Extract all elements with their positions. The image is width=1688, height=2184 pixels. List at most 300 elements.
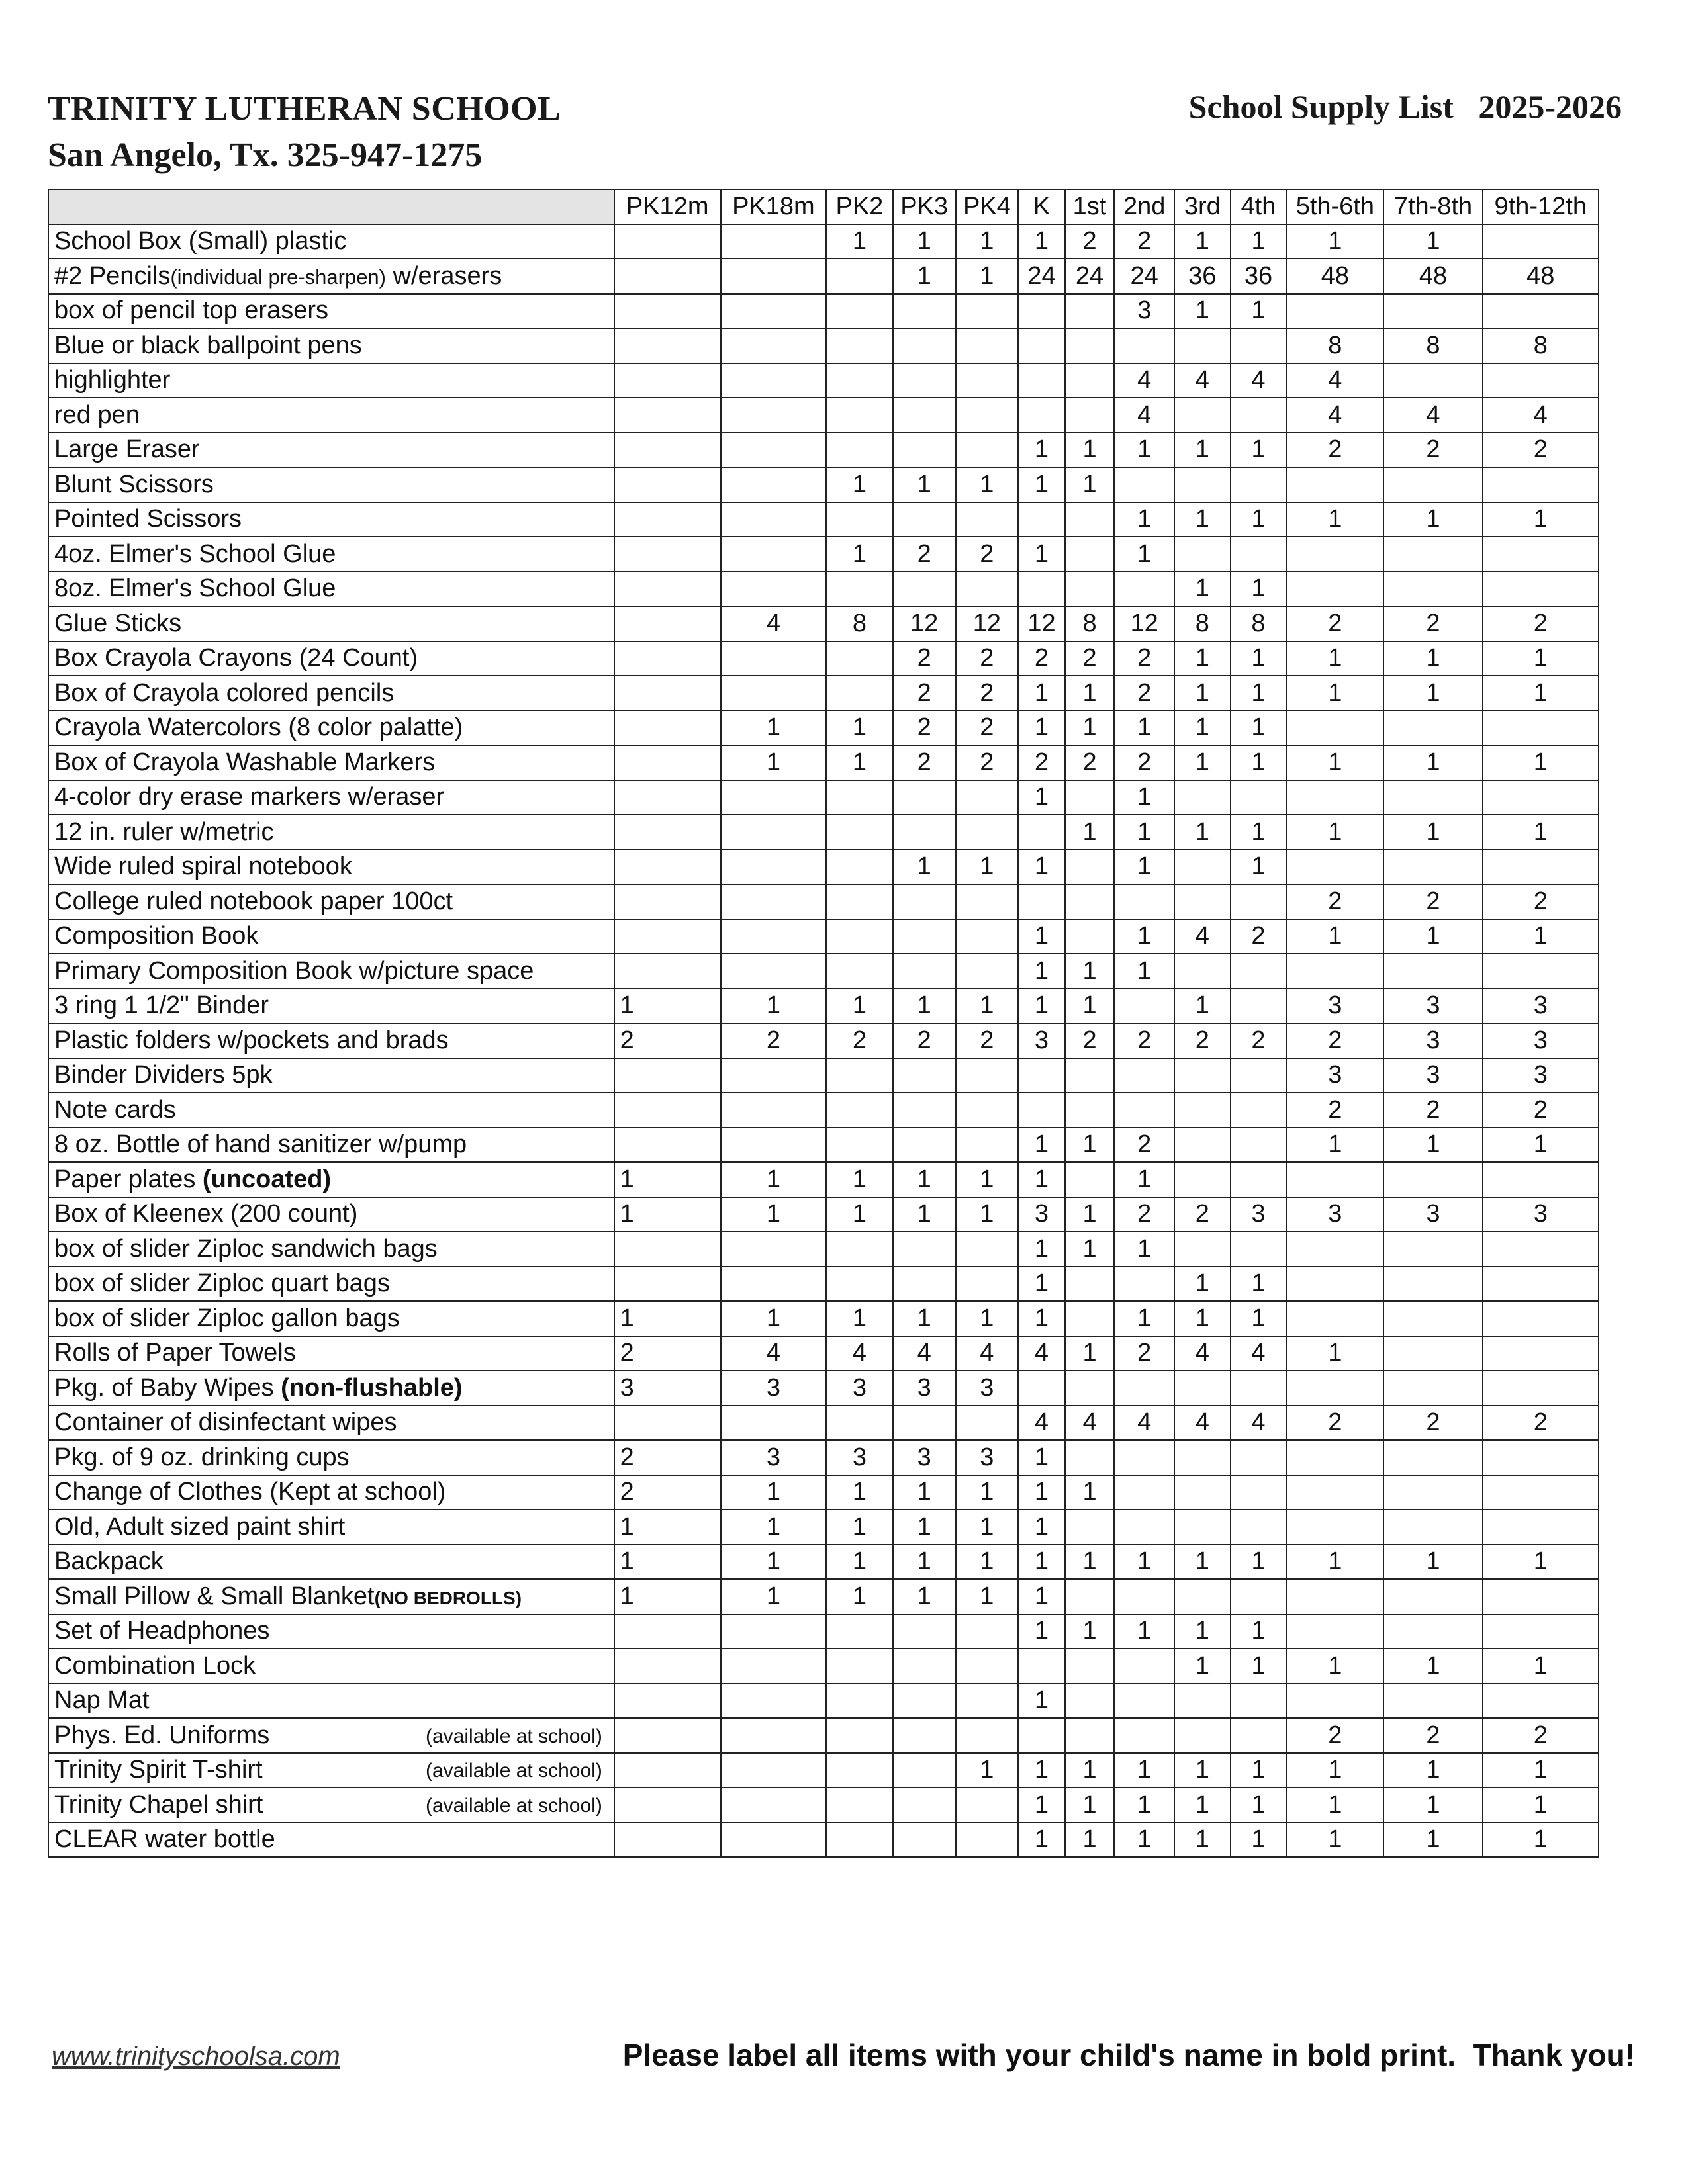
quantity-cell	[1018, 502, 1065, 537]
item-label: Plastic folders w/pockets and brads	[54, 1026, 449, 1054]
column-header: 9th-12th	[1483, 189, 1599, 224]
quantity-cell: 2	[956, 745, 1019, 780]
item-name-cell	[48, 363, 614, 398]
quantity-cell: 1	[826, 1162, 893, 1197]
quantity-cell: 1	[614, 1579, 721, 1614]
quantity-cell: 2	[1174, 1197, 1231, 1232]
quantity-cell	[614, 1232, 721, 1267]
quantity-cell	[826, 1128, 893, 1163]
quantity-cell	[1114, 467, 1174, 502]
quantity-cell: 3	[956, 1440, 1019, 1475]
table-row	[48, 745, 1599, 780]
item-name-cell	[48, 1579, 614, 1614]
quantity-cell: 1	[826, 711, 893, 746]
quantity-cell	[1286, 1579, 1383, 1614]
item-name-cell	[48, 1371, 614, 1406]
quantity-cell: 1	[721, 1197, 826, 1232]
quantity-cell: 1	[721, 711, 826, 746]
quantity-cell: 3	[1483, 1058, 1599, 1093]
quantity-cell: 2	[1383, 884, 1482, 919]
quantity-cell: 1	[1483, 1545, 1599, 1580]
quantity-cell: 8	[1065, 606, 1115, 641]
quantity-cell	[1383, 1684, 1482, 1719]
table-header-row	[48, 189, 1599, 224]
item-label: 12 in. ruler w/metric	[54, 817, 274, 846]
quantity-cell	[1018, 1718, 1065, 1753]
table-row	[48, 467, 1599, 502]
quantity-cell: 3	[1483, 1197, 1599, 1232]
quantity-cell: 3	[1483, 1023, 1599, 1058]
quantity-cell	[1231, 1093, 1287, 1128]
quantity-cell: 1	[1114, 850, 1174, 885]
quantity-cell: 3	[893, 1371, 956, 1406]
item-label: Box of Kleenex (200 count)	[54, 1200, 358, 1228]
quantity-cell: 2	[1065, 1023, 1115, 1058]
quantity-cell	[721, 363, 826, 398]
quantity-cell: 1	[1174, 1267, 1231, 1302]
quantity-cell: 1	[1383, 1788, 1482, 1823]
quantity-cell	[1286, 294, 1383, 329]
quantity-cell: 12	[1114, 606, 1174, 641]
item-name-cell	[48, 1823, 614, 1858]
quantity-cell	[1383, 850, 1482, 885]
table-row	[48, 884, 1599, 919]
quantity-cell	[1483, 467, 1599, 502]
quantity-cell: 1	[1065, 467, 1115, 502]
quantity-cell: 1	[1286, 1545, 1383, 1580]
quantity-cell	[1114, 1475, 1174, 1510]
quantity-cell: 1	[1231, 1788, 1287, 1823]
column-header: PK4	[956, 189, 1019, 224]
quantity-cell: 1	[826, 467, 893, 502]
quantity-cell: 1	[956, 1753, 1019, 1788]
item-label: Backpack	[54, 1547, 164, 1576]
quantity-cell: 12	[1018, 606, 1065, 641]
quantity-cell: 3	[1018, 1197, 1065, 1232]
quantity-cell: 1	[826, 1545, 893, 1580]
quantity-cell	[893, 1649, 956, 1684]
quantity-cell: 1	[1483, 919, 1599, 954]
quantity-cell	[1231, 780, 1287, 815]
quantity-cell	[1231, 954, 1287, 989]
item-name-cell	[48, 954, 614, 989]
quantity-cell: 4	[1231, 1406, 1287, 1441]
quantity-cell: 1	[1018, 1267, 1065, 1302]
quantity-cell: 2	[826, 1023, 893, 1058]
quantity-cell	[1286, 572, 1383, 607]
table-row	[48, 1823, 1599, 1858]
quantity-cell	[956, 780, 1019, 815]
quantity-cell: 1	[1065, 1545, 1115, 1580]
quantity-cell: 1	[1114, 433, 1174, 468]
quantity-cell: 1	[614, 1510, 721, 1545]
quantity-cell: 1	[1114, 1614, 1174, 1649]
column-header: PK12m	[614, 189, 721, 224]
item-name-cell	[48, 1649, 614, 1684]
table-row	[48, 1162, 1599, 1197]
quantity-cell: 1	[1174, 502, 1231, 537]
quantity-cell	[1483, 363, 1599, 398]
quantity-cell	[826, 1788, 893, 1823]
quantity-cell: 2	[1483, 606, 1599, 641]
quantity-cell	[614, 294, 721, 329]
quantity-cell	[826, 919, 893, 954]
quantity-cell: 1	[1231, 1301, 1287, 1336]
quantity-cell	[721, 224, 826, 259]
quantity-cell	[1231, 1162, 1287, 1197]
column-header: 7th-8th	[1383, 189, 1482, 224]
quantity-cell: 1	[1231, 1267, 1287, 1302]
quantity-cell	[1383, 1301, 1482, 1336]
quantity-cell	[614, 1128, 721, 1163]
header-corner-cell	[48, 189, 614, 224]
quantity-cell: 1	[1018, 850, 1065, 885]
quantity-cell: 1	[1286, 224, 1383, 259]
quantity-cell: 4	[1174, 1406, 1231, 1441]
quantity-cell	[1174, 1371, 1231, 1406]
quantity-cell: 1	[1065, 989, 1115, 1024]
column-header: PK2	[826, 189, 893, 224]
item-label-emphasis: (non-flushable)	[281, 1373, 463, 1402]
quantity-cell: 8	[1174, 606, 1231, 641]
quantity-cell	[1286, 1475, 1383, 1510]
quantity-cell	[956, 398, 1019, 433]
quantity-cell	[1065, 1371, 1115, 1406]
quantity-cell	[721, 398, 826, 433]
item-label: Change of Clothes (Kept at school)	[54, 1478, 446, 1506]
quantity-cell: 2	[956, 641, 1019, 676]
quantity-cell	[1114, 1684, 1174, 1719]
quantity-cell: 1	[614, 1545, 721, 1580]
supply-list-title	[1189, 87, 1622, 126]
quantity-cell	[614, 363, 721, 398]
item-label: Binder Dividers 5pk	[54, 1061, 273, 1089]
item-availability-note: (available at school)	[426, 1725, 602, 1747]
quantity-cell: 1	[1114, 1301, 1174, 1336]
quantity-cell	[893, 1788, 956, 1823]
supply-table-body	[48, 224, 1599, 1858]
quantity-cell	[614, 328, 721, 363]
quantity-cell	[1383, 780, 1482, 815]
table-row	[48, 606, 1599, 641]
table-row	[48, 1336, 1599, 1371]
quantity-cell: 3	[1286, 989, 1383, 1024]
quantity-cell	[1114, 1371, 1174, 1406]
quantity-cell: 4	[956, 1336, 1019, 1371]
quantity-cell	[893, 1267, 956, 1302]
quantity-cell: 2	[1018, 641, 1065, 676]
item-label: 4-color dry erase markers w/eraser	[54, 783, 445, 811]
quantity-cell	[956, 1788, 1019, 1823]
quantity-cell: 1	[1065, 1197, 1115, 1232]
quantity-cell: 36	[1231, 259, 1287, 294]
quantity-cell	[721, 815, 826, 850]
quantity-cell: 1	[1174, 433, 1231, 468]
quantity-cell	[721, 780, 826, 815]
quantity-cell: 3	[614, 1371, 721, 1406]
quantity-cell	[1483, 537, 1599, 572]
quantity-cell: 1	[1114, 780, 1174, 815]
quantity-cell: 3	[826, 1371, 893, 1406]
quantity-cell: 1	[1018, 224, 1065, 259]
quantity-cell	[1065, 884, 1115, 919]
quantity-cell: 1	[1483, 502, 1599, 537]
item-name-cell	[48, 1093, 614, 1128]
quantity-cell: 1	[956, 467, 1019, 502]
quantity-cell: 2	[1483, 1718, 1599, 1753]
quantity-cell: 1	[1018, 1788, 1065, 1823]
quantity-cell: 2	[1286, 1093, 1383, 1128]
quantity-cell	[893, 919, 956, 954]
quantity-cell: 1	[1018, 1579, 1065, 1614]
quantity-cell: 4	[1174, 919, 1231, 954]
quantity-cell	[1286, 780, 1383, 815]
quantity-cell	[1286, 711, 1383, 746]
quantity-cell	[956, 954, 1019, 989]
quantity-cell	[1018, 363, 1065, 398]
quantity-cell: 1	[1286, 745, 1383, 780]
item-name-cell	[48, 1267, 614, 1302]
quantity-cell: 1	[1383, 1823, 1482, 1858]
quantity-cell	[826, 641, 893, 676]
quantity-cell: 1	[893, 224, 956, 259]
quantity-cell	[1483, 294, 1599, 329]
quantity-cell: 2	[893, 711, 956, 746]
quantity-cell	[614, 1753, 721, 1788]
item-name-cell	[48, 1614, 614, 1649]
quantity-cell: 1	[826, 1197, 893, 1232]
quantity-cell	[1114, 1058, 1174, 1093]
quantity-cell: 3	[1383, 1197, 1482, 1232]
quantity-cell: 1	[1114, 1823, 1174, 1858]
quantity-cell: 1	[1231, 850, 1287, 885]
quantity-cell: 1	[1483, 745, 1599, 780]
item-name-cell	[48, 1023, 614, 1058]
quantity-cell	[614, 676, 721, 711]
quantity-cell: 8	[826, 606, 893, 641]
quantity-cell: 24	[1114, 259, 1174, 294]
quantity-cell	[1231, 1510, 1287, 1545]
item-name-cell	[48, 502, 614, 537]
item-label: Combination Lock	[54, 1651, 256, 1680]
quantity-cell: 1	[1383, 502, 1482, 537]
quantity-cell	[1231, 1718, 1287, 1753]
quantity-cell	[721, 954, 826, 989]
website-link[interactable]: www.trinityschoolsa.com	[52, 2042, 340, 2071]
list-title: School Supply List	[1188, 88, 1454, 125]
quantity-cell: 2	[893, 641, 956, 676]
quantity-cell	[1174, 1128, 1231, 1163]
quantity-cell	[1483, 1684, 1599, 1719]
quantity-cell: 1	[1174, 1545, 1231, 1580]
quantity-cell	[1114, 1093, 1174, 1128]
item-name-cell	[48, 641, 614, 676]
item-name-cell	[48, 1336, 614, 1371]
quantity-cell: 1	[1174, 1614, 1231, 1649]
quantity-cell	[956, 1718, 1019, 1753]
table-row	[48, 1753, 1599, 1788]
item-label: Trinity Chapel shirt	[54, 1790, 263, 1819]
table-row	[48, 224, 1599, 259]
quantity-cell	[956, 884, 1019, 919]
quantity-cell	[1065, 1267, 1115, 1302]
item-name-cell	[48, 1058, 614, 1093]
quantity-cell	[1383, 537, 1482, 572]
quantity-cell	[893, 1058, 956, 1093]
quantity-cell	[1114, 884, 1174, 919]
item-name-cell	[48, 1440, 614, 1475]
quantity-cell	[721, 537, 826, 572]
quantity-cell: 1	[721, 1579, 826, 1614]
item-name-cell	[48, 1197, 614, 1232]
quantity-cell	[1065, 537, 1115, 572]
quantity-cell	[1383, 711, 1482, 746]
quantity-cell: 1	[893, 850, 956, 885]
quantity-cell: 2	[1114, 224, 1174, 259]
quantity-cell	[1065, 850, 1115, 885]
quantity-cell	[1286, 1510, 1383, 1545]
quantity-cell: 1	[1114, 1753, 1174, 1788]
quantity-cell	[1114, 1649, 1174, 1684]
quantity-cell	[893, 1406, 956, 1441]
quantity-cell: 1	[1286, 1128, 1383, 1163]
quantity-cell	[1286, 1684, 1383, 1719]
quantity-cell	[1483, 1440, 1599, 1475]
quantity-cell: 4	[1174, 1336, 1231, 1371]
quantity-cell	[614, 1718, 721, 1753]
quantity-cell: 2	[1114, 1128, 1174, 1163]
quantity-cell	[614, 1058, 721, 1093]
quantity-cell	[614, 433, 721, 468]
quantity-cell: 1	[826, 537, 893, 572]
item-label: 8 oz. Bottle of hand sanitizer w/pump	[54, 1130, 467, 1159]
quantity-cell	[1018, 1649, 1065, 1684]
quantity-cell: 1	[1018, 537, 1065, 572]
quantity-cell: 2	[1383, 1093, 1482, 1128]
quantity-cell	[721, 1614, 826, 1649]
item-label: 4oz. Elmer's School Glue	[54, 539, 336, 568]
quantity-cell: 1	[826, 1510, 893, 1545]
quantity-cell: 1	[956, 224, 1019, 259]
quantity-cell: 3	[893, 1440, 956, 1475]
quantity-cell	[956, 433, 1019, 468]
quantity-cell: 4	[1018, 1406, 1065, 1441]
quantity-cell: 1	[1174, 1301, 1231, 1336]
quantity-cell: 2	[1065, 224, 1115, 259]
item-name-cell	[48, 467, 614, 502]
quantity-cell	[1231, 1475, 1287, 1510]
quantity-cell	[1018, 328, 1065, 363]
quantity-cell: 1	[1065, 1823, 1115, 1858]
quantity-cell: 1	[1231, 815, 1287, 850]
quantity-cell: 2	[1114, 745, 1174, 780]
quantity-cell: 1	[1231, 745, 1287, 780]
quantity-cell	[1114, 1579, 1174, 1614]
school-location-phone: San Angelo, Tx. 325-947-1275	[48, 136, 483, 174]
item-label: Nap Mat	[54, 1686, 150, 1715]
quantity-cell	[1018, 572, 1065, 607]
quantity-cell	[893, 954, 956, 989]
quantity-cell: 1	[1174, 1823, 1231, 1858]
quantity-cell	[1483, 1579, 1599, 1614]
quantity-cell: 2	[614, 1475, 721, 1510]
item-label: Container of disinfectant wipes	[54, 1408, 397, 1437]
quantity-cell	[1483, 1475, 1599, 1510]
quantity-cell: 2	[1286, 1718, 1383, 1753]
quantity-cell: 1	[1018, 780, 1065, 815]
quantity-cell: 1	[893, 989, 956, 1024]
quantity-cell	[1483, 1301, 1599, 1336]
quantity-cell	[826, 259, 893, 294]
quantity-cell	[1383, 294, 1482, 329]
table-row	[48, 398, 1599, 433]
quantity-cell	[1483, 1162, 1599, 1197]
quantity-cell: 1	[721, 989, 826, 1024]
item-name-cell	[48, 815, 614, 850]
quantity-cell	[1286, 1162, 1383, 1197]
column-header: K	[1018, 189, 1065, 224]
quantity-cell	[1174, 1475, 1231, 1510]
quantity-cell	[1483, 572, 1599, 607]
quantity-cell	[893, 780, 956, 815]
quantity-cell	[1286, 1371, 1383, 1406]
quantity-cell	[826, 850, 893, 885]
quantity-cell: 2	[893, 745, 956, 780]
item-label: 3 ring 1 1/2" Binder	[54, 991, 269, 1020]
quantity-cell: 1	[893, 1579, 956, 1614]
quantity-cell	[1483, 224, 1599, 259]
quantity-cell: 1	[1483, 676, 1599, 711]
item-name-cell	[48, 1788, 614, 1823]
quantity-cell	[1383, 1371, 1482, 1406]
quantity-cell	[893, 502, 956, 537]
quantity-cell: 2	[1483, 884, 1599, 919]
quantity-cell: 1	[1231, 433, 1287, 468]
quantity-cell	[893, 1232, 956, 1267]
quantity-cell: 1	[1383, 1649, 1482, 1684]
quantity-cell	[1383, 1579, 1482, 1614]
quantity-cell: 2	[1483, 433, 1599, 468]
quantity-cell: 1	[1065, 1475, 1115, 1510]
item-name-cell	[48, 676, 614, 711]
item-label: Blue or black ballpoint pens	[54, 331, 362, 359]
quantity-cell	[1483, 711, 1599, 746]
quantity-cell: 2	[614, 1440, 721, 1475]
quantity-cell: 1	[1114, 537, 1174, 572]
table-row	[48, 1788, 1599, 1823]
quantity-cell	[1383, 363, 1482, 398]
quantity-cell	[956, 1649, 1019, 1684]
quantity-cell	[1174, 1058, 1231, 1093]
quantity-cell: 3	[1286, 1197, 1383, 1232]
quantity-cell: 1	[826, 1301, 893, 1336]
quantity-cell: 2	[721, 1023, 826, 1058]
item-label: School Box (Small) plastic	[54, 227, 347, 255]
quantity-cell: 1	[1018, 1162, 1065, 1197]
table-row	[48, 1301, 1599, 1336]
quantity-cell	[826, 1267, 893, 1302]
item-name-cell	[48, 989, 614, 1024]
quantity-cell: 1	[1383, 745, 1482, 780]
quantity-cell	[956, 815, 1019, 850]
quantity-cell: 1	[1018, 1475, 1065, 1510]
item-name-cell	[48, 1128, 614, 1163]
quantity-cell	[893, 398, 956, 433]
quantity-cell	[1383, 467, 1482, 502]
quantity-cell	[1018, 294, 1065, 329]
item-label: Phys. Ed. Uniforms	[54, 1721, 270, 1749]
quantity-cell	[1065, 1684, 1115, 1719]
